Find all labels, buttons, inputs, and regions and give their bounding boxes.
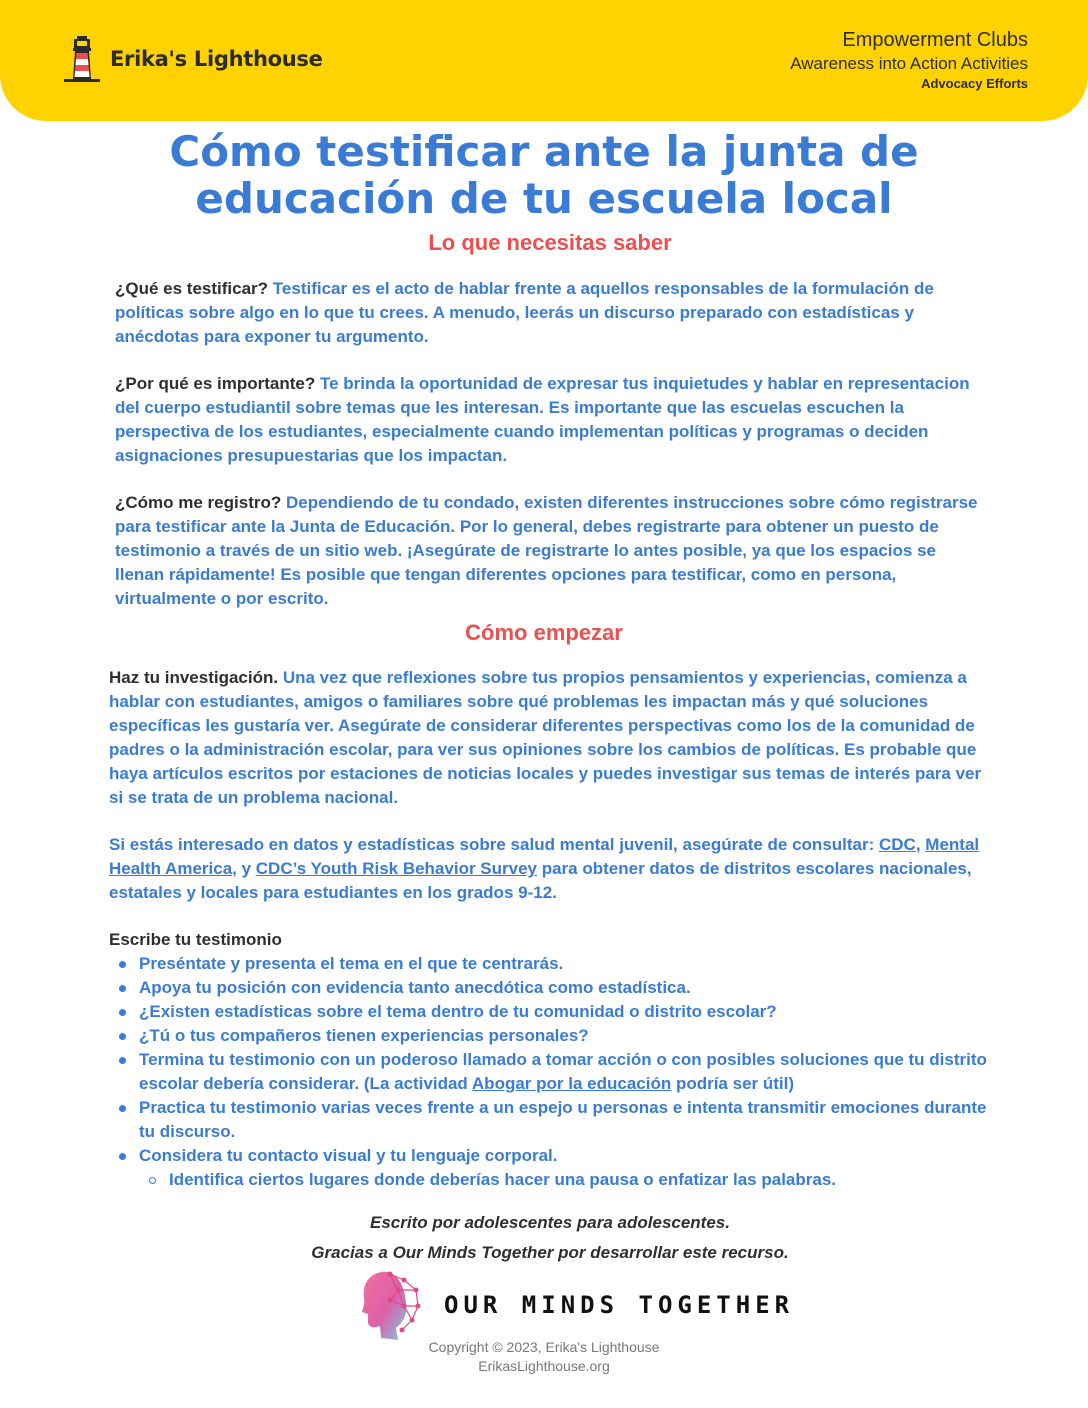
- website: ErikasLighthouse.org: [478, 1358, 610, 1374]
- question-how-register: [115, 491, 987, 611]
- credits-line-1: Escrito por adolescentes para adolescentes.: [370, 1213, 730, 1232]
- program-title: Empowerment Clubs: [842, 29, 1028, 51]
- question-answer: Dependiendo de tu condado, existen diferentes instrucciones sobre cómo registrarse para testificar ante la Junta de Educación. Por lo general, debes registrarte para obtener un puesto de testimonio a través de un sitio web. ¡Asegúrate de registrarte lo antes posible, ya que los espacios se llenan rápidamente! Es posible que tengan diferentes opciones para testificar, como en persona, virtualmente o por escrito.: [115, 493, 978, 608]
- hollow-bullet-icon: [149, 1177, 156, 1184]
- erikas-lighthouse-logo: [62, 34, 323, 84]
- research-label: Haz tu investigación.: [109, 668, 279, 687]
- list-item: Considera tu contacto visual y tu lenguaje corporal.: [109, 1144, 989, 1168]
- research-paragraph: [109, 666, 989, 810]
- brand-name: Erika's Lighthouse: [110, 47, 323, 71]
- list-subitem: Identifica ciertos lugares donde deberías hacer una pausa o enfatizar las palabras.: [109, 1168, 989, 1192]
- question-label: ¿Qué es testificar?: [115, 279, 269, 298]
- data-sources-paragraph: [109, 833, 989, 905]
- data-sources-outro: para obtener datos de distritos escolares nacionales, estatales y locales para estudiantes en los grados 9-12.: [109, 859, 972, 902]
- footer: [0, 1338, 1088, 1376]
- list-item: Preséntate y presenta el tema en el que te centrarás.: [109, 952, 989, 976]
- activity-series: Awareness into Action Activities: [790, 54, 1028, 73]
- mental-health-america-link[interactable]: Mental Health America: [109, 835, 980, 878]
- list-item: ¿Tú o tus compañeros tienen experiencias personales?: [109, 1024, 989, 1048]
- question-answer: Te brinda la oportunidad de expresar tus inquietudes y hablar en representacion del cuerpo estudiantil sobre temas que les interesan. Es importante que las escuelas escuchen la perspectiva de los estudiantes, especialmente cuando implementan políticas y programas o deciden asignaciones presupuestarias que los impactan.: [115, 374, 970, 465]
- credits-line-2: Gracias a Our Minds Together por desarrollar este recurso.: [311, 1243, 789, 1262]
- list-item: Practica tu testimonio varias veces frente a un espejo u personas e intenta transmitir emociones durante tu discurso.: [109, 1096, 989, 1144]
- list-item: Apoya tu posición con evidencia tanto anecdótica como estadística.: [109, 976, 989, 1000]
- copyright: Copyright © 2023, Erika's Lighthouse: [428, 1339, 660, 1355]
- cdc-link[interactable]: CDC: [879, 835, 916, 854]
- section-heading-getting-started: Cómo empezar: [465, 620, 623, 645]
- question-answer: Testificar es el acto de hablar frente a aquellos responsables de la formulación de políticas sobre algo en lo que tu crees. A menudo, leerás un discurso preparado con estadísticas y anécdotas para exponer tu argumento.: [115, 279, 934, 346]
- separator: , y: [232, 859, 256, 878]
- bullet-icon: [119, 985, 126, 992]
- activity-category: Advocacy Efforts: [921, 76, 1028, 91]
- header-bar: [0, 0, 1088, 121]
- separator: ,: [915, 835, 926, 854]
- page-subtitle: Lo que necesitas saber: [428, 230, 672, 255]
- header-titles: [790, 28, 1028, 93]
- question-why-important: [115, 372, 987, 468]
- title-line-2: educación de tu escuela local: [195, 174, 893, 223]
- bullet-icon: [119, 1033, 126, 1040]
- question-what-is-testifying: [115, 277, 987, 349]
- our-minds-together-logo: [360, 1266, 794, 1344]
- bullet-icon: [119, 961, 126, 968]
- youth-risk-behavior-survey-link[interactable]: CDC’s Youth Risk Behavior Survey: [255, 859, 537, 878]
- data-sources-intro: Si estás interesado en datos y estadísticas sobre salud mental juvenil, asegúrate de consultar:: [109, 835, 879, 854]
- title-line-1: Cómo testificar ante la junta de: [169, 127, 919, 176]
- question-label: ¿Por qué es importante?: [115, 374, 316, 393]
- credits: [0, 1208, 1088, 1268]
- list-item: ¿Existen estadísticas sobre el tema dentro de tu comunidad o distrito escolar?: [109, 1000, 989, 1024]
- list-item: Termina tu testimonio con un poderoso llamado a tomar acción o con posibles soluciones que tu distrito escolar debería considerar. (La actividad Abogar por la educación podría ser útil): [109, 1048, 989, 1096]
- testimony-list: [109, 952, 989, 1192]
- bullet-icon: [119, 1105, 126, 1112]
- testimony-section: [109, 928, 989, 1192]
- testimony-heading: Escribe tu testimonio: [109, 930, 282, 949]
- page-title: [0, 128, 1088, 222]
- head-network-icon: [360, 1266, 422, 1344]
- question-label: ¿Cómo me registro?: [115, 493, 282, 512]
- lighthouse-icon: [62, 34, 102, 84]
- our-minds-together-wordmark: OUR MINDS TOGETHER: [444, 1291, 795, 1319]
- bullet-icon: [119, 1057, 126, 1064]
- bullet-icon: [119, 1009, 126, 1016]
- research-text: Una vez que reflexiones sobre tus propios pensamientos y experiencias, comienza a hablar con estudiantes, amigos o familiares sobre qué problemas les impactan más y qué soluciones específicas les gustaría ver. Asegúrate de considerar diferentes perspectivas como los de la comunidad de padres o la administración escolar, para ver sus opiniones sobre los cambios de políticas. Es probable que haya artículos escritos por estaciones de noticias locales y puedes investigar sus temas de interés para ver si se trata de un problema nacional.: [109, 668, 982, 807]
- advocacy-activity-link[interactable]: Abogar por la educación: [471, 1074, 672, 1093]
- bullet-icon: [119, 1153, 126, 1160]
